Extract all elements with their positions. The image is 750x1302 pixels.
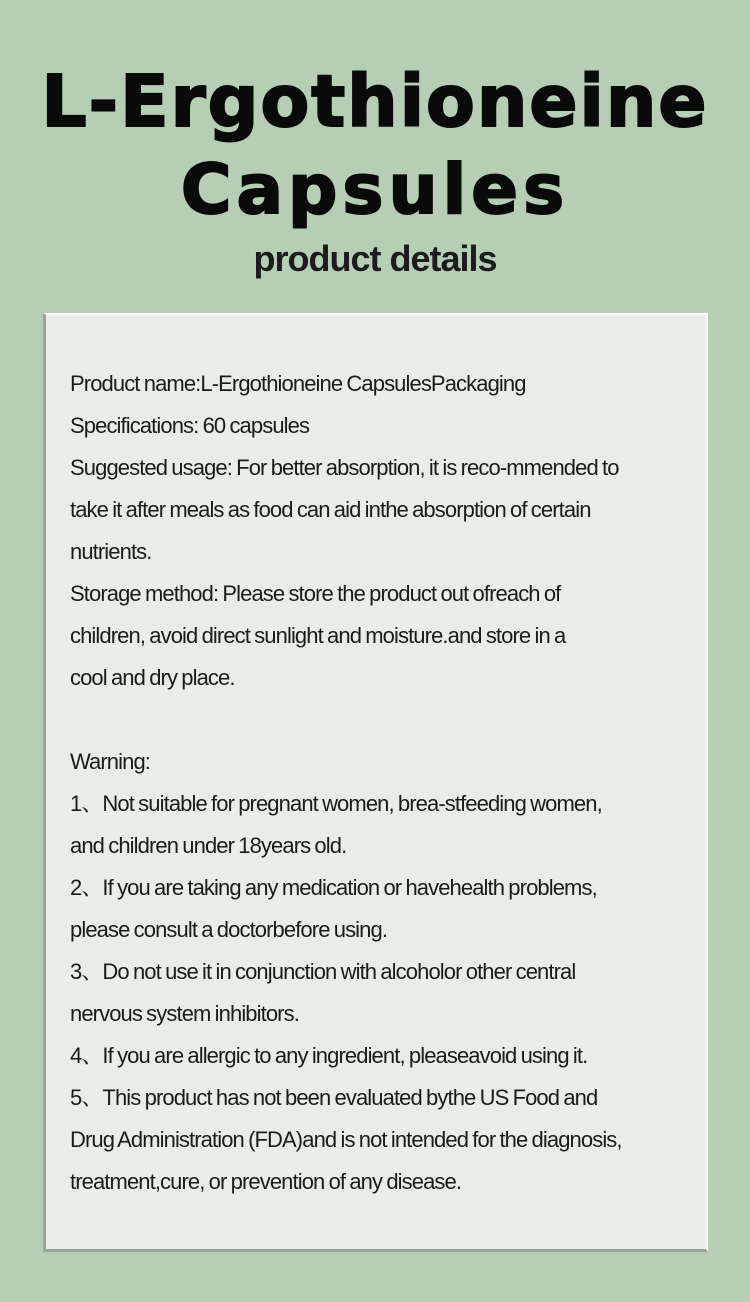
paragraph-spacer bbox=[70, 699, 700, 741]
warning-item-3: 3、Do not use it in conjunction with alcoholor other central bbox=[70, 959, 576, 984]
suggested-usage-line: Suggested usage: For better absorption, it is reco-mmended to bbox=[70, 455, 619, 480]
specifications-line: Specifications: 60 capsules bbox=[70, 413, 310, 438]
suggested-usage-line: nutrients. bbox=[70, 539, 152, 564]
warning-item-2: 2、If you are taking any medication or havehealth problems, bbox=[70, 875, 597, 900]
warning-item-1-continued: and children under 18years old. bbox=[70, 833, 347, 858]
warning-heading: Warning: bbox=[70, 749, 151, 774]
warning-item-4: 4、If you are allergic to any ingredient, pleaseavoid using it. bbox=[70, 1043, 588, 1068]
page-subtitle: product details bbox=[253, 238, 497, 279]
product-title-line-1: L-Ergothioneine bbox=[41, 60, 709, 143]
details-panel bbox=[43, 313, 708, 1252]
suggested-usage-line: take it after meals as food can aid inthe absorption of certain bbox=[70, 497, 591, 522]
product-name-line: Product name:L-Ergothioneine CapsulesPackaging bbox=[70, 371, 526, 396]
warning-item-2-continued: please consult a doctorbefore using. bbox=[70, 917, 388, 942]
product-title-line-2: Capsules bbox=[180, 150, 570, 230]
storage-method-line: children, avoid direct sunlight and moisture.and store in a bbox=[70, 623, 566, 648]
warning-item-3-continued: nervous system inhibitors. bbox=[70, 1001, 299, 1026]
details-text-block bbox=[70, 363, 700, 1203]
storage-method-line: cool and dry place. bbox=[70, 665, 235, 690]
warning-item-5-continued: treatment,cure, or prevention of any disease. bbox=[70, 1169, 462, 1194]
warning-item-5: 5、This product has not been evaluated bythe US Food and bbox=[70, 1085, 598, 1110]
warning-item-5-continued: Drug Administration (FDA)and is not intended for the diagnosis, bbox=[70, 1127, 622, 1152]
warning-item-1: 1、Not suitable for pregnant women, brea-stfeeding women, bbox=[70, 791, 602, 816]
storage-method-line: Storage method: Please store the product out ofreach of bbox=[70, 581, 561, 606]
